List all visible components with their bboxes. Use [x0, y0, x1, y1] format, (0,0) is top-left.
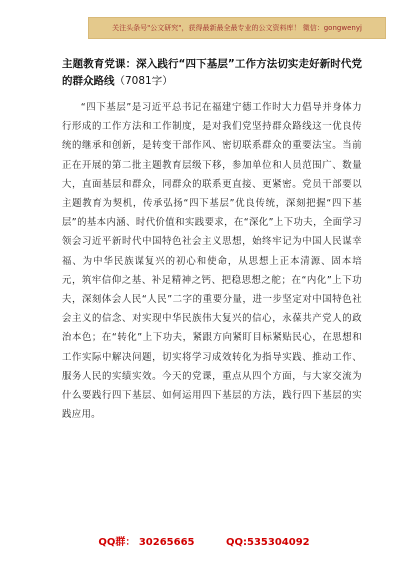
document-title [62, 56, 362, 90]
body-paragraph: “四下基层”是习近平总书记在福建宁德工作时大力倡导并身体力行形成的工作方法和工作制度，是对我们党坚持群众路线这一优良传统的继承和创新，是转变干部作风、密切联系群众的重要法宝。当前正在开展的第二批主题教育层级下移，参加单位和人员范围广、数量大，直面基层和群众，同群众的联系更直接、更紧密。党员干部要以主题教育为契机，传承弘扬“四下基层”优良传统，深刻把握“四下基层”的基本内涵、时代价值和实践要求，在“深化”上下功夫，全面学习领会习近平新时代中国特色社会主义思想，始终牢记为中国人民谋幸福、为中华民族谋复兴的初心和使命，从思想上正本清源、固本培元，筑牢信仰之基、补足精神之钙、把稳思想之舵；在“内化”上下功夫，深刻体会人民“人民”二字的重要分量，进一步坚定对中国特色社会主义的信念、对实现中华民族伟大复兴的信心，永葆共产党人的政治本色；在“转化”上下功夫，紧跟方向紧盯目标紧贴民心，在思想和工作实际中解决问题，切实将学习成效转化为指导实践、推动工作、服务人民的实绩实效。今天的党课，重点从四个方面，与大家交流为什么要践行四下基层、如何运用四下基层的方法，践行四下基层的实践应用。 [62, 102, 362, 421]
footer-qq: QQ:535304092 [226, 537, 310, 548]
banner-text: 关注头条号"公文研究"，获得最新最全最专业的公文资料库！ 微信：gongwenyj [112, 24, 362, 32]
promo-banner [88, 17, 386, 39]
footer-contact [0, 533, 408, 548]
document-content [62, 56, 362, 424]
footer-qq-group: QQ群： 30265665 [98, 537, 195, 548]
word-count: （7081字） [114, 75, 173, 87]
title-text: 主题教育党课：深入践行“四下基层”工作方法切实走好新时代党的群众路线 [62, 58, 362, 87]
